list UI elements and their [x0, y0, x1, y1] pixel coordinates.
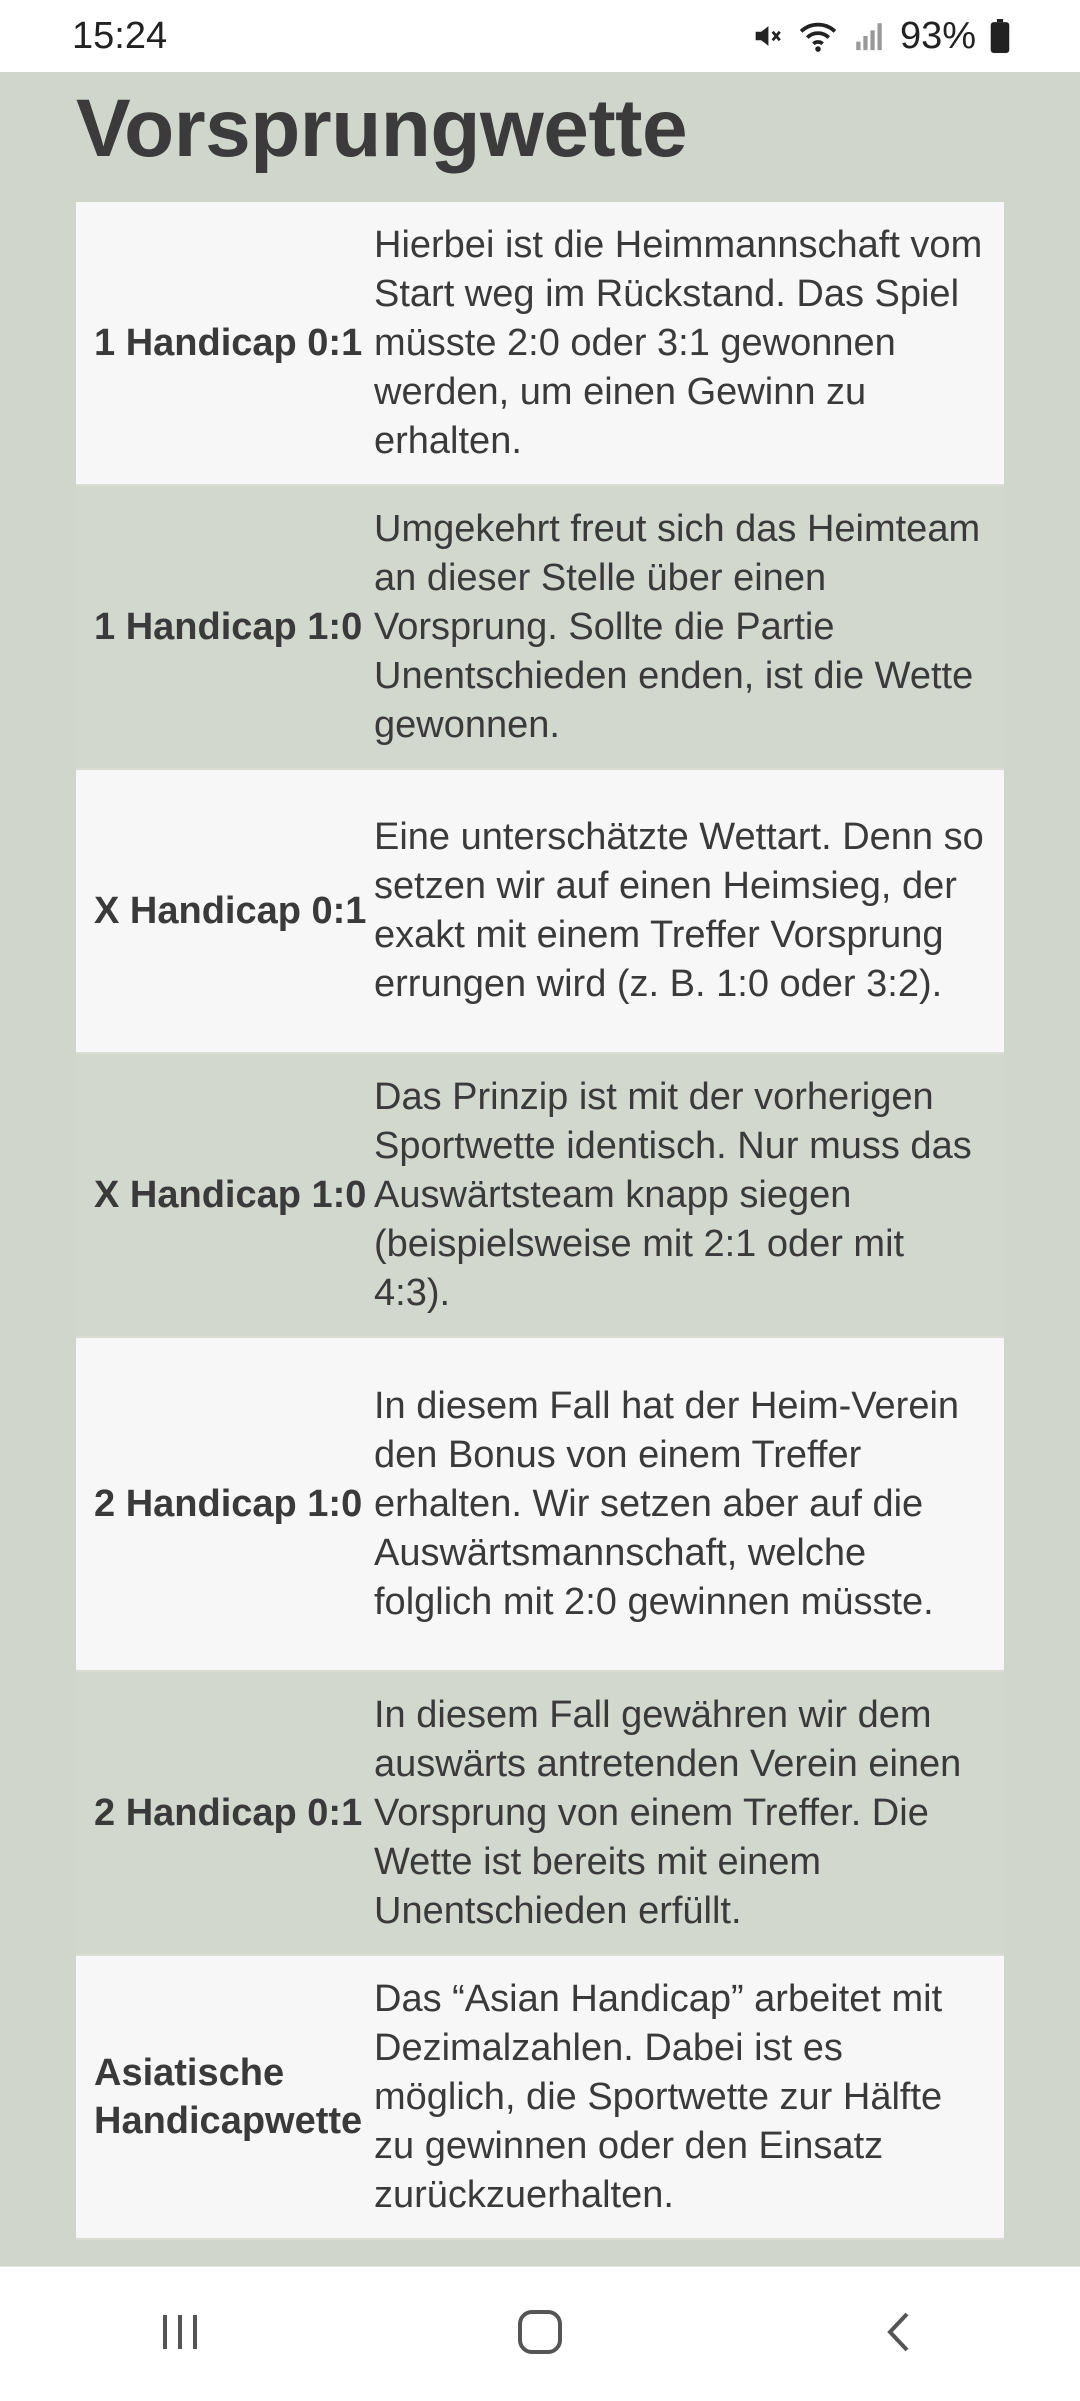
recent-apps-icon	[155, 2307, 205, 2362]
row-label: X Handicap 1:0	[94, 1174, 367, 1216]
battery-icon	[990, 19, 1010, 53]
page-title: Vorsprungwette	[76, 83, 688, 174]
navigation-bar	[0, 2266, 1080, 2401]
row-label: X Handicap 0:1	[94, 890, 367, 932]
row-label: Asiatische Handicapwette	[94, 2052, 363, 2142]
row-description: Das Prinzip ist mit der vorherigen Sportwette identisch. Nur muss das Auswärtsteam knapp siegen (beispielsweise mit 2:1 oder mit 4:3).	[374, 1075, 972, 1314]
table-row	[76, 770, 1004, 1054]
wifi-icon	[798, 19, 838, 53]
handicap-table	[76, 202, 1004, 2240]
recent-apps-button[interactable]	[120, 2274, 240, 2394]
mute-icon	[750, 19, 784, 53]
status-bar	[0, 0, 1080, 72]
row-label: 2 Handicap 0:1	[94, 1792, 363, 1834]
content-area[interactable]	[0, 72, 1080, 2266]
back-button[interactable]	[840, 2274, 960, 2394]
status-time: 15:24	[72, 14, 168, 57]
table-row	[76, 1672, 1004, 1956]
row-description: Eine unterschätzte Wettart. Denn so setzen wir auf einen Heimsieg, der exakt mit einem Treffer Vorsprung errungen wird (z. B. 1:0 oder 3:2).	[374, 816, 984, 1005]
table-row	[76, 1338, 1004, 1672]
row-label: 1 Handicap 0:1	[94, 322, 363, 364]
back-icon	[875, 2307, 925, 2362]
table-row	[76, 1956, 1004, 2240]
table-row	[76, 1054, 1004, 1338]
signal-icon	[852, 19, 886, 53]
row-description: Hierbei ist die Heimmannschaft vom Start weg im Rückstand. Das Spiel müsste 2:0 oder 3:1 gewonnen werden, um einen Gewinn zu erhalten.	[374, 223, 983, 462]
table-row	[76, 486, 1004, 770]
row-description: Umgekehrt freut sich das Heimteam an dieser Stelle über einen Vorsprung. Sollte die Partie Unentschieden enden, ist die Wette gewonnen.	[374, 507, 981, 746]
row-label: 2 Handicap 1:0	[94, 1483, 363, 1525]
row-description: In diesem Fall gewähren wir dem auswärts antretenden Verein einen Vorsprung von einem Treffer. Die Wette ist bereits mit einem Unentschieden erfüllt.	[374, 1693, 962, 1932]
home-icon	[515, 2307, 565, 2362]
table-row	[76, 202, 1004, 486]
status-icons	[750, 15, 1010, 58]
row-description: In diesem Fall hat der Heim-Verein den Bonus von einem Treffer erhalten. Wir setzen aber auf die Auswärtsmannschaft, welche folglich mit 2:0 gewinnen müsste.	[374, 1384, 960, 1623]
row-description: Das “Asian Handicap” arbeitet mit Dezimalzahlen. Dabei ist es möglich, die Sportwette zur Hälfte zu gewinnen oder den Einsatz zurückzuerhalten.	[374, 1977, 943, 2216]
battery-percent: 93%	[899, 14, 976, 57]
home-button[interactable]	[480, 2274, 600, 2394]
row-label: 1 Handicap 1:0	[94, 606, 363, 648]
